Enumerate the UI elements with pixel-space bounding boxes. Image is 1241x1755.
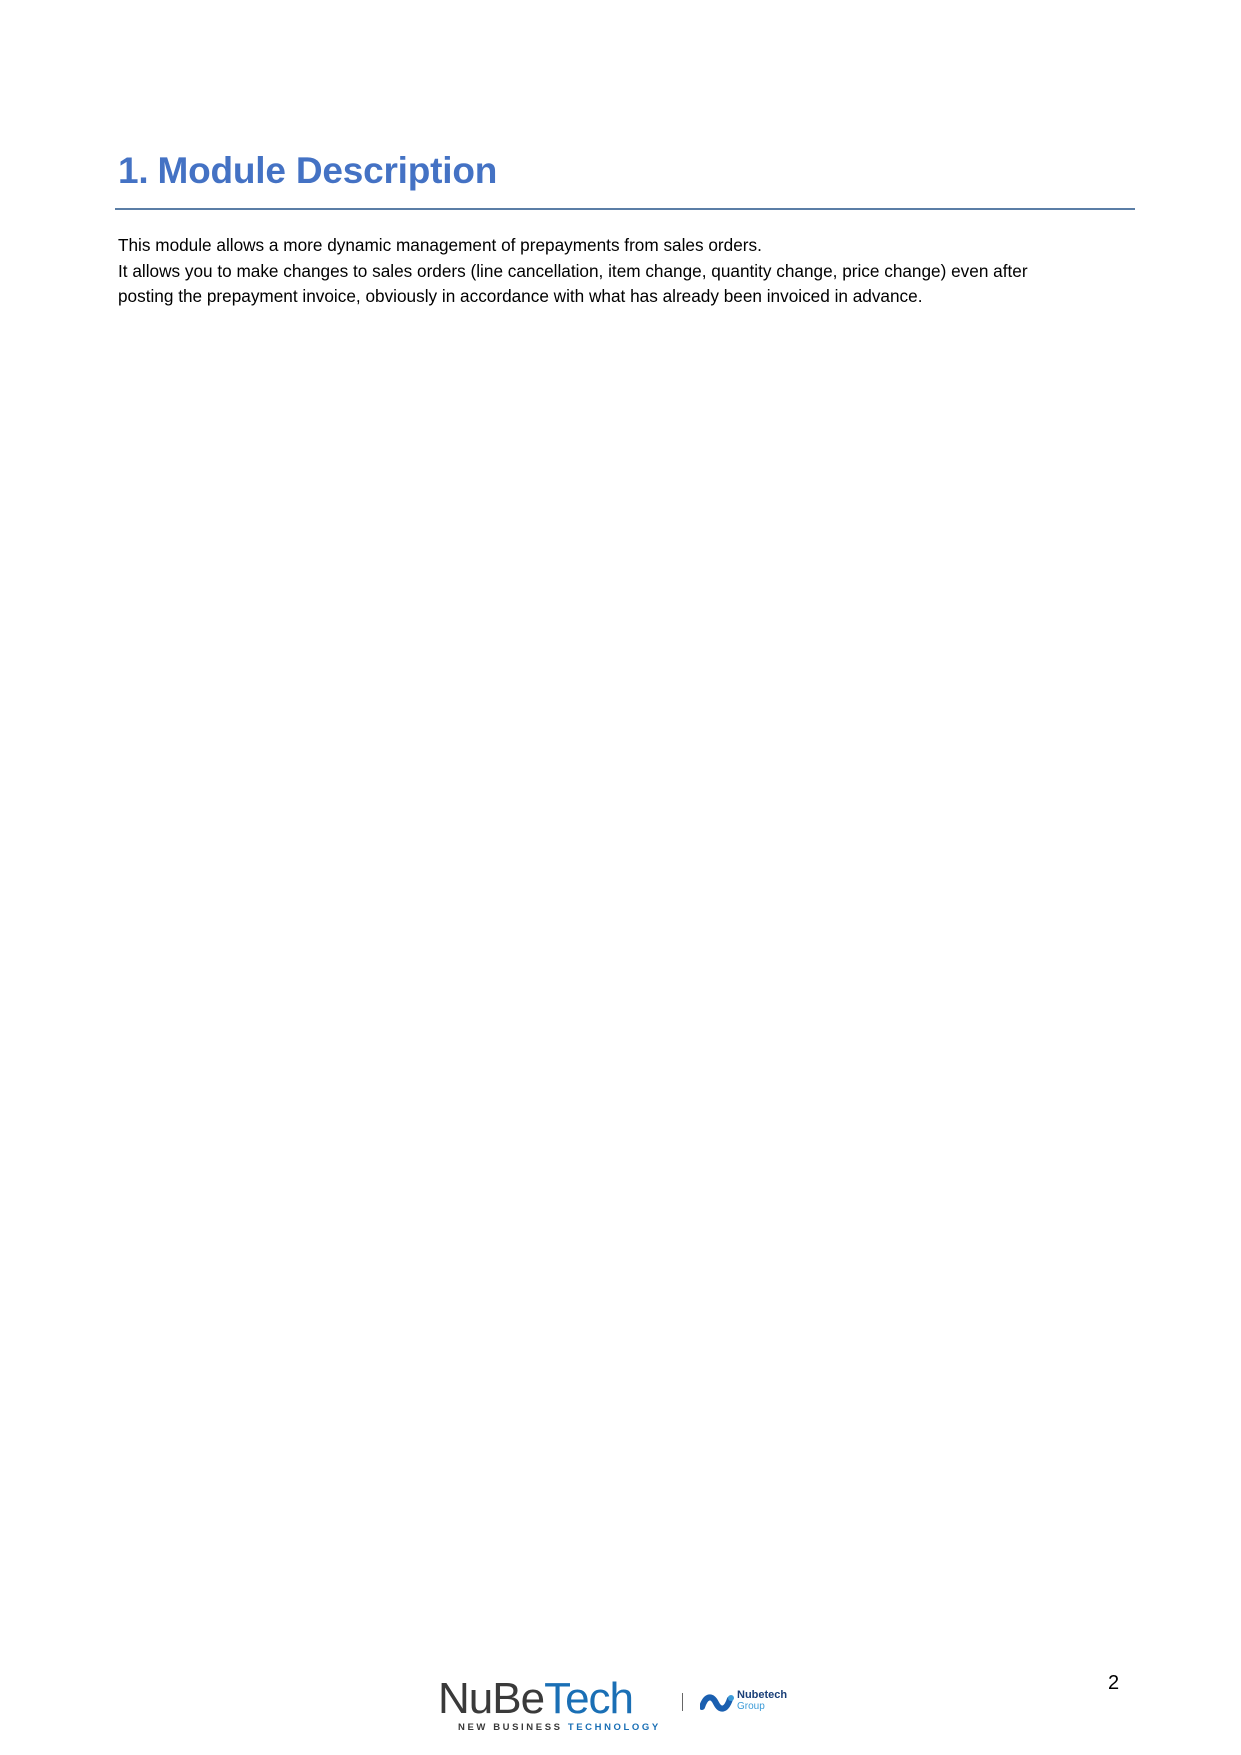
brand-tagline-dark: NEW BUSINESS: [458, 1722, 568, 1733]
heading-rule: [115, 208, 1135, 210]
brand-wordmark: [438, 1675, 633, 1723]
logo-divider: [682, 1693, 683, 1711]
group-name: Nubetech: [737, 1689, 788, 1701]
brand-wordmark-blue: Tech: [544, 1674, 634, 1723]
brand-wordmark-dark: NuBe: [438, 1674, 545, 1723]
body-line: This module allows a more dynamic management of prepayments from sales orders.: [118, 235, 762, 255]
nubetech-group-logo-icon: [700, 1689, 736, 1713]
group-sub: Group: [737, 1701, 765, 1712]
page-number: 2: [1108, 1672, 1120, 1694]
section-heading: [118, 150, 497, 192]
brand-tagline-blue: TECHNOLOGY: [567, 1722, 661, 1733]
body-text: [118, 233, 1138, 310]
brand-tagline: [458, 1722, 661, 1733]
footer-logo: [438, 1675, 798, 1735]
section-title: Module Description: [157, 150, 498, 191]
section-number: 1.: [118, 150, 149, 191]
body-line: It allows you to make changes to sales orders (line cancellation, item change, quantity change, price change) even after: [118, 260, 1028, 281]
body-line: posting the prepayment invoice, obviously in accordance with what has already been invoiced in advance.: [118, 286, 923, 306]
